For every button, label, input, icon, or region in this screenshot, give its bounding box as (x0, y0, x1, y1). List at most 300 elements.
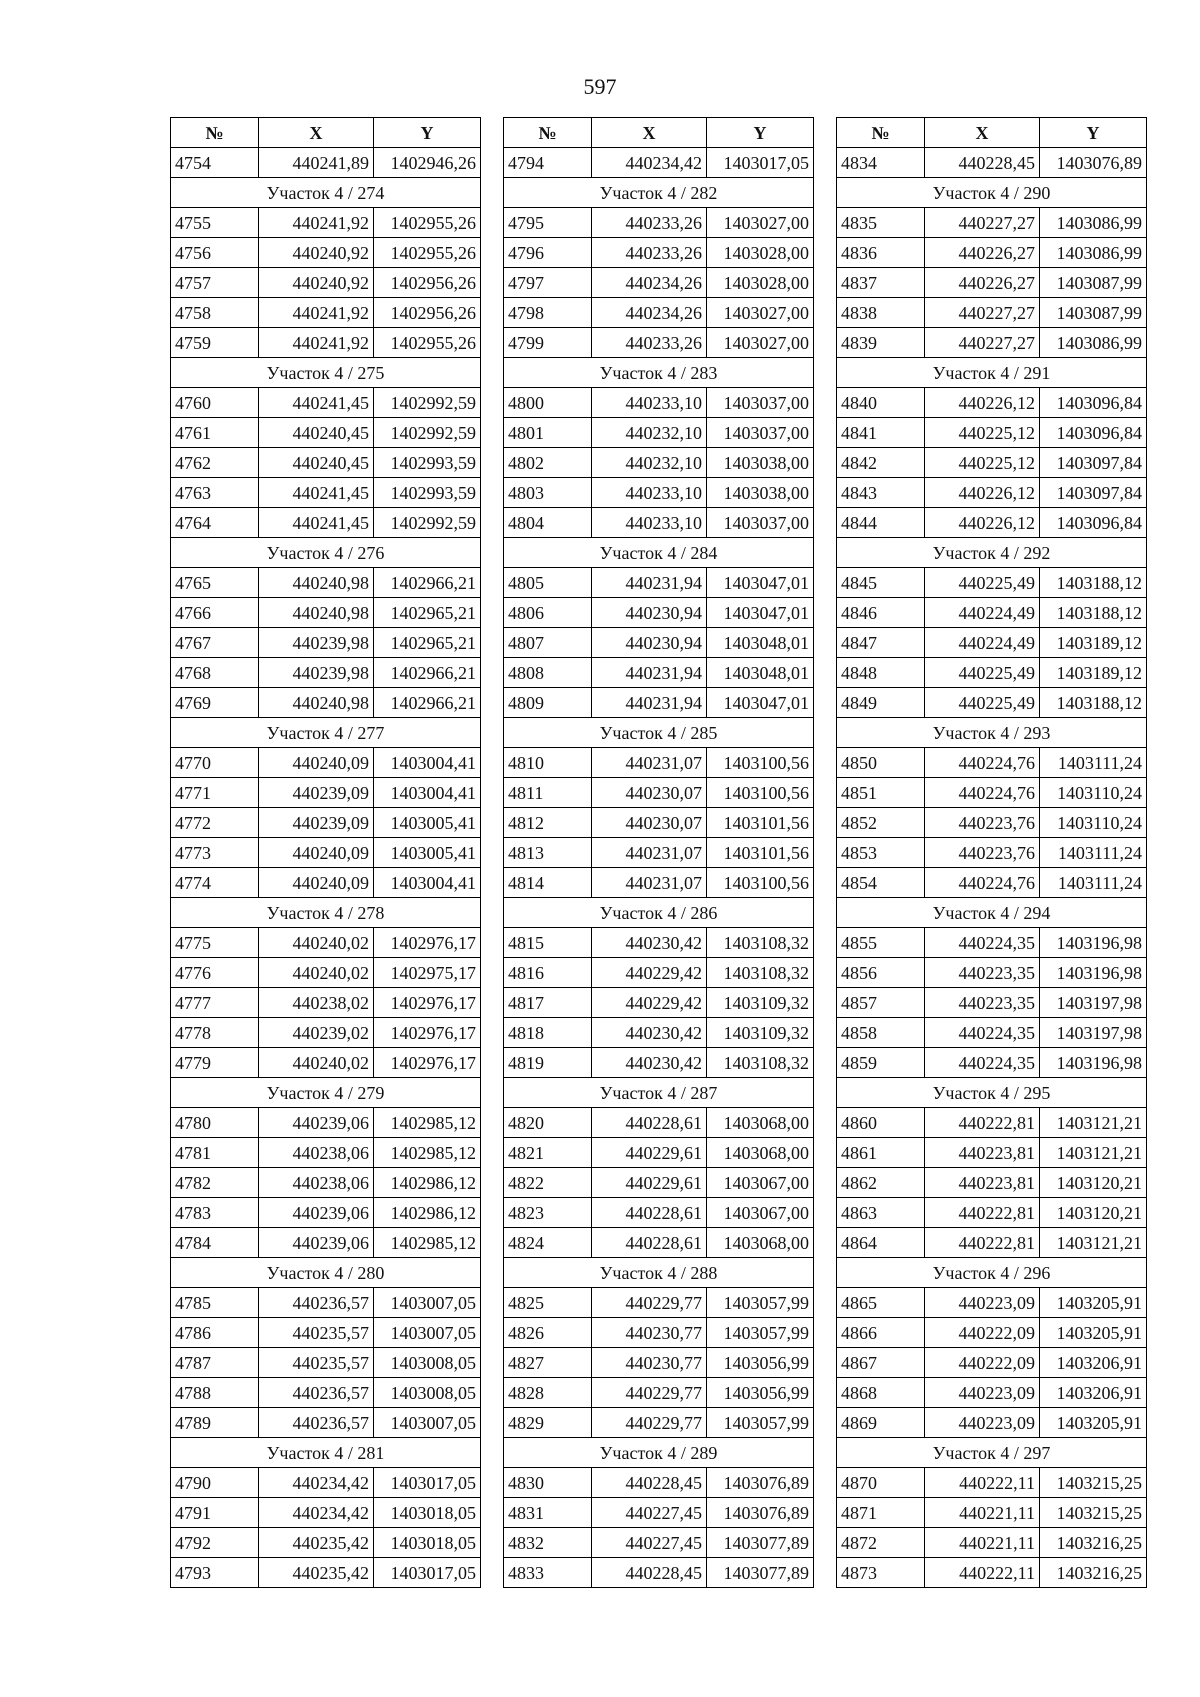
x-coordinate: 440226,12 (925, 388, 1040, 418)
section-title: Участок 4 / 281 (171, 1438, 481, 1468)
x-coordinate: 440230,07 (592, 778, 707, 808)
y-coordinate: 1402993,59 (374, 478, 481, 508)
y-coordinate: 1402992,59 (374, 418, 481, 448)
x-coordinate: 440235,57 (259, 1348, 374, 1378)
point-number: 4852 (837, 808, 925, 838)
y-coordinate: 1403068,00 (707, 1138, 814, 1168)
x-coordinate: 440223,81 (925, 1138, 1040, 1168)
y-coordinate: 1402976,17 (374, 1018, 481, 1048)
section-row (171, 898, 481, 928)
x-coordinate: 440229,77 (592, 1288, 707, 1318)
y-coordinate: 1403108,32 (707, 958, 814, 988)
y-coordinate: 1403121,21 (1040, 1228, 1147, 1258)
x-coordinate: 440221,11 (925, 1528, 1040, 1558)
section-title: Участок 4 / 282 (504, 178, 814, 208)
section-title: Участок 4 / 284 (504, 538, 814, 568)
table-row (171, 1168, 481, 1198)
point-number: 4775 (171, 928, 259, 958)
point-number: 4807 (504, 628, 592, 658)
point-number: 4812 (504, 808, 592, 838)
table-row (837, 1198, 1147, 1228)
x-coordinate: 440228,45 (592, 1468, 707, 1498)
x-coordinate: 440223,81 (925, 1168, 1040, 1198)
table-row (837, 958, 1147, 988)
y-coordinate: 1403008,05 (374, 1348, 481, 1378)
coordinates-table-3 (836, 117, 1147, 1588)
y-coordinate: 1402976,17 (374, 988, 481, 1018)
y-coordinate: 1403215,25 (1040, 1468, 1147, 1498)
y-coordinate: 1403068,00 (707, 1228, 814, 1258)
y-coordinate: 1403086,99 (1040, 238, 1147, 268)
table-row (837, 208, 1147, 238)
point-number: 4769 (171, 688, 259, 718)
table-row (837, 238, 1147, 268)
point-number: 4850 (837, 748, 925, 778)
point-number: 4815 (504, 928, 592, 958)
table-row (171, 598, 481, 628)
table-row (171, 1198, 481, 1228)
section-title: Участок 4 / 296 (837, 1258, 1147, 1288)
point-number: 4768 (171, 658, 259, 688)
point-number: 4800 (504, 388, 592, 418)
table-row (837, 1318, 1147, 1348)
x-coordinate: 440223,35 (925, 958, 1040, 988)
table-row (837, 418, 1147, 448)
section-row (504, 538, 814, 568)
x-coordinate: 440240,09 (259, 838, 374, 868)
table-row (171, 1018, 481, 1048)
header-number: № (171, 118, 259, 148)
table-row (171, 478, 481, 508)
table-row (837, 1408, 1147, 1438)
point-number: 4839 (837, 328, 925, 358)
y-coordinate: 1403188,12 (1040, 688, 1147, 718)
point-number: 4822 (504, 1168, 592, 1198)
point-number: 4776 (171, 958, 259, 988)
y-coordinate: 1403037,00 (707, 418, 814, 448)
point-number: 4789 (171, 1408, 259, 1438)
x-coordinate: 440240,98 (259, 598, 374, 628)
y-coordinate: 1403189,12 (1040, 628, 1147, 658)
coordinates-table-2 (503, 117, 814, 1588)
x-coordinate: 440238,06 (259, 1138, 374, 1168)
y-coordinate: 1403215,25 (1040, 1498, 1147, 1528)
table-row (171, 1108, 481, 1138)
x-coordinate: 440240,02 (259, 958, 374, 988)
point-number: 4835 (837, 208, 925, 238)
y-coordinate: 1402985,12 (374, 1108, 481, 1138)
y-coordinate: 1402993,59 (374, 448, 481, 478)
x-coordinate: 440230,94 (592, 598, 707, 628)
y-coordinate: 1403196,98 (1040, 958, 1147, 988)
y-coordinate: 1403189,12 (1040, 658, 1147, 688)
section-title: Участок 4 / 274 (171, 178, 481, 208)
header-x: X (259, 118, 374, 148)
y-coordinate: 1403096,84 (1040, 508, 1147, 538)
point-number: 4802 (504, 448, 592, 478)
x-coordinate: 440240,02 (259, 928, 374, 958)
table-row (504, 868, 814, 898)
y-coordinate: 1403087,99 (1040, 268, 1147, 298)
table-header-row (504, 118, 814, 148)
x-coordinate: 440228,61 (592, 1228, 707, 1258)
x-coordinate: 440240,92 (259, 268, 374, 298)
point-number: 4845 (837, 568, 925, 598)
y-coordinate: 1403004,41 (374, 778, 481, 808)
section-title: Участок 4 / 291 (837, 358, 1147, 388)
x-coordinate: 440227,45 (592, 1528, 707, 1558)
x-coordinate: 440241,45 (259, 508, 374, 538)
section-row (171, 538, 481, 568)
x-coordinate: 440238,06 (259, 1168, 374, 1198)
x-coordinate: 440224,76 (925, 778, 1040, 808)
point-number: 4780 (171, 1108, 259, 1138)
point-number: 4787 (171, 1348, 259, 1378)
table-row (837, 628, 1147, 658)
point-number: 4794 (504, 148, 592, 178)
table-row (504, 1108, 814, 1138)
x-coordinate: 440225,49 (925, 688, 1040, 718)
y-coordinate: 1403120,21 (1040, 1198, 1147, 1228)
header-x: X (925, 118, 1040, 148)
x-coordinate: 440230,42 (592, 1018, 707, 1048)
x-coordinate: 440230,77 (592, 1318, 707, 1348)
table-row (837, 298, 1147, 328)
point-number: 4869 (837, 1408, 925, 1438)
section-row (837, 1258, 1147, 1288)
x-coordinate: 440231,94 (592, 568, 707, 598)
point-number: 4777 (171, 988, 259, 1018)
table-row (837, 868, 1147, 898)
table-row (837, 1018, 1147, 1048)
point-number: 4762 (171, 448, 259, 478)
table-row (504, 448, 814, 478)
point-number: 4783 (171, 1198, 259, 1228)
x-coordinate: 440223,35 (925, 988, 1040, 1018)
y-coordinate: 1403048,01 (707, 628, 814, 658)
table-row (504, 928, 814, 958)
x-coordinate: 440227,27 (925, 298, 1040, 328)
point-number: 4816 (504, 958, 592, 988)
x-coordinate: 440223,09 (925, 1288, 1040, 1318)
y-coordinate: 1403028,00 (707, 268, 814, 298)
x-coordinate: 440241,45 (259, 388, 374, 418)
y-coordinate: 1403205,91 (1040, 1288, 1147, 1318)
point-number: 4858 (837, 1018, 925, 1048)
x-coordinate: 440231,94 (592, 688, 707, 718)
y-coordinate: 1403008,05 (374, 1378, 481, 1408)
table-row (504, 478, 814, 508)
x-coordinate: 440222,81 (925, 1228, 1040, 1258)
section-row (837, 1078, 1147, 1108)
point-number: 4798 (504, 298, 592, 328)
x-coordinate: 440224,76 (925, 868, 1040, 898)
x-coordinate: 440222,11 (925, 1558, 1040, 1588)
point-number: 4864 (837, 1228, 925, 1258)
table-row (171, 658, 481, 688)
point-number: 4823 (504, 1198, 592, 1228)
point-number: 4770 (171, 748, 259, 778)
table-row (171, 238, 481, 268)
section-row (171, 1078, 481, 1108)
y-coordinate: 1403018,05 (374, 1528, 481, 1558)
point-number: 4827 (504, 1348, 592, 1378)
section-title: Участок 4 / 276 (171, 538, 481, 568)
table-row (504, 328, 814, 358)
point-number: 4871 (837, 1498, 925, 1528)
x-coordinate: 440232,10 (592, 448, 707, 478)
x-coordinate: 440230,94 (592, 628, 707, 658)
section-row (504, 1258, 814, 1288)
point-number: 4861 (837, 1138, 925, 1168)
x-coordinate: 440230,42 (592, 928, 707, 958)
point-number: 4863 (837, 1198, 925, 1228)
section-row (837, 898, 1147, 928)
x-coordinate: 440227,27 (925, 328, 1040, 358)
x-coordinate: 440234,42 (592, 148, 707, 178)
y-coordinate: 1403027,00 (707, 328, 814, 358)
x-coordinate: 440226,27 (925, 268, 1040, 298)
table-row (837, 778, 1147, 808)
table-row (171, 868, 481, 898)
table-row (837, 568, 1147, 598)
x-coordinate: 440222,81 (925, 1198, 1040, 1228)
point-number: 4825 (504, 1288, 592, 1318)
x-coordinate: 440224,35 (925, 1018, 1040, 1048)
point-number: 4834 (837, 148, 925, 178)
y-coordinate: 1403205,91 (1040, 1408, 1147, 1438)
y-coordinate: 1402965,21 (374, 598, 481, 628)
table-row (171, 328, 481, 358)
table-row (504, 508, 814, 538)
y-coordinate: 1403108,32 (707, 1048, 814, 1078)
table-row (171, 1228, 481, 1258)
x-coordinate: 440231,07 (592, 748, 707, 778)
y-coordinate: 1402966,21 (374, 688, 481, 718)
table-row (171, 928, 481, 958)
table-row (171, 688, 481, 718)
point-number: 4856 (837, 958, 925, 988)
table-row (837, 808, 1147, 838)
table-row (504, 688, 814, 718)
y-coordinate: 1403056,99 (707, 1378, 814, 1408)
point-number: 4868 (837, 1378, 925, 1408)
table-row (504, 1138, 814, 1168)
table-row (171, 748, 481, 778)
section-title: Участок 4 / 294 (837, 898, 1147, 928)
table-row (171, 1138, 481, 1168)
point-number: 4766 (171, 598, 259, 628)
table-row (504, 148, 814, 178)
y-coordinate: 1403027,00 (707, 298, 814, 328)
x-coordinate: 440225,49 (925, 658, 1040, 688)
point-number: 4806 (504, 598, 592, 628)
x-coordinate: 440225,12 (925, 448, 1040, 478)
point-number: 4838 (837, 298, 925, 328)
x-coordinate: 440240,09 (259, 748, 374, 778)
point-number: 4842 (837, 448, 925, 478)
x-coordinate: 440221,11 (925, 1498, 1040, 1528)
y-coordinate: 1403188,12 (1040, 568, 1147, 598)
point-number: 4796 (504, 238, 592, 268)
table-row (504, 298, 814, 328)
x-coordinate: 440222,09 (925, 1348, 1040, 1378)
point-number: 4870 (837, 1468, 925, 1498)
y-coordinate: 1403068,00 (707, 1108, 814, 1138)
x-coordinate: 440236,57 (259, 1378, 374, 1408)
table-row (504, 808, 814, 838)
table-row (837, 1228, 1147, 1258)
point-number: 4782 (171, 1168, 259, 1198)
section-title: Участок 4 / 283 (504, 358, 814, 388)
x-coordinate: 440239,06 (259, 1108, 374, 1138)
table-row (837, 1138, 1147, 1168)
y-coordinate: 1403109,32 (707, 988, 814, 1018)
y-coordinate: 1403057,99 (707, 1318, 814, 1348)
y-coordinate: 1403005,41 (374, 838, 481, 868)
table-row (171, 1288, 481, 1318)
point-number: 4857 (837, 988, 925, 1018)
section-title: Участок 4 / 292 (837, 538, 1147, 568)
x-coordinate: 440228,45 (592, 1558, 707, 1588)
y-coordinate: 1403067,00 (707, 1198, 814, 1228)
x-coordinate: 440233,26 (592, 328, 707, 358)
point-number: 4862 (837, 1168, 925, 1198)
point-number: 4764 (171, 508, 259, 538)
x-coordinate: 440236,57 (259, 1288, 374, 1318)
x-coordinate: 440235,57 (259, 1318, 374, 1348)
y-coordinate: 1403005,41 (374, 808, 481, 838)
table-row (504, 1168, 814, 1198)
table-row (171, 808, 481, 838)
x-coordinate: 440223,09 (925, 1408, 1040, 1438)
x-coordinate: 440224,35 (925, 928, 1040, 958)
header-y: Y (374, 118, 481, 148)
table-row (504, 568, 814, 598)
y-coordinate: 1403038,00 (707, 448, 814, 478)
x-coordinate: 440236,57 (259, 1408, 374, 1438)
x-coordinate: 440231,94 (592, 658, 707, 688)
y-coordinate: 1402976,17 (374, 928, 481, 958)
y-coordinate: 1403121,21 (1040, 1108, 1147, 1138)
table-row (504, 1228, 814, 1258)
section-row (504, 718, 814, 748)
y-coordinate: 1403110,24 (1040, 808, 1147, 838)
point-number: 4860 (837, 1108, 925, 1138)
section-title: Участок 4 / 275 (171, 358, 481, 388)
section-title: Участок 4 / 280 (171, 1258, 481, 1288)
y-coordinate: 1403047,01 (707, 688, 814, 718)
table-row (837, 598, 1147, 628)
table-row (504, 658, 814, 688)
y-coordinate: 1403216,25 (1040, 1558, 1147, 1588)
y-coordinate: 1403100,56 (707, 868, 814, 898)
section-title: Участок 4 / 295 (837, 1078, 1147, 1108)
x-coordinate: 440230,07 (592, 808, 707, 838)
y-coordinate: 1403196,98 (1040, 928, 1147, 958)
x-coordinate: 440222,81 (925, 1108, 1040, 1138)
x-coordinate: 440229,61 (592, 1168, 707, 1198)
x-coordinate: 440241,92 (259, 298, 374, 328)
point-number: 4810 (504, 748, 592, 778)
x-coordinate: 440227,45 (592, 1498, 707, 1528)
x-coordinate: 440229,77 (592, 1378, 707, 1408)
table-row (171, 1318, 481, 1348)
table-row (837, 1558, 1147, 1588)
section-title: Участок 4 / 277 (171, 718, 481, 748)
x-coordinate: 440231,07 (592, 838, 707, 868)
x-coordinate: 440222,09 (925, 1318, 1040, 1348)
y-coordinate: 1403076,89 (707, 1468, 814, 1498)
point-number: 4759 (171, 328, 259, 358)
point-number: 4803 (504, 478, 592, 508)
table-row (504, 418, 814, 448)
y-coordinate: 1403196,98 (1040, 1048, 1147, 1078)
table-row (837, 688, 1147, 718)
x-coordinate: 440241,89 (259, 148, 374, 178)
point-number: 4785 (171, 1288, 259, 1318)
point-number: 4853 (837, 838, 925, 868)
x-coordinate: 440239,06 (259, 1198, 374, 1228)
point-number: 4849 (837, 688, 925, 718)
point-number: 4818 (504, 1018, 592, 1048)
point-number: 4840 (837, 388, 925, 418)
table-row (171, 448, 481, 478)
point-number: 4836 (837, 238, 925, 268)
x-coordinate: 440226,12 (925, 508, 1040, 538)
point-number: 4844 (837, 508, 925, 538)
point-number: 4847 (837, 628, 925, 658)
y-coordinate: 1403120,21 (1040, 1168, 1147, 1198)
point-number: 4805 (504, 568, 592, 598)
table-row (837, 1288, 1147, 1318)
point-number: 4773 (171, 838, 259, 868)
table-row (171, 508, 481, 538)
point-number: 4786 (171, 1318, 259, 1348)
point-number: 4811 (504, 778, 592, 808)
x-coordinate: 440235,42 (259, 1558, 374, 1588)
table-row (504, 1318, 814, 1348)
x-coordinate: 440240,02 (259, 1048, 374, 1078)
point-number: 4873 (837, 1558, 925, 1588)
x-coordinate: 440227,27 (925, 208, 1040, 238)
table-row (837, 1498, 1147, 1528)
x-coordinate: 440239,98 (259, 658, 374, 688)
section-title: Участок 4 / 293 (837, 718, 1147, 748)
y-coordinate: 1403038,00 (707, 478, 814, 508)
point-number: 4865 (837, 1288, 925, 1318)
point-number: 4837 (837, 268, 925, 298)
x-coordinate: 440233,26 (592, 238, 707, 268)
y-coordinate: 1403096,84 (1040, 388, 1147, 418)
y-coordinate: 1403111,24 (1040, 868, 1147, 898)
y-coordinate: 1403100,56 (707, 778, 814, 808)
point-number: 4799 (504, 328, 592, 358)
table-row (837, 448, 1147, 478)
x-coordinate: 440222,11 (925, 1468, 1040, 1498)
point-number: 4829 (504, 1408, 592, 1438)
point-number: 4772 (171, 808, 259, 838)
table-row (504, 628, 814, 658)
section-row (504, 1078, 814, 1108)
section-row (504, 898, 814, 928)
x-coordinate: 440241,92 (259, 328, 374, 358)
y-coordinate: 1403206,91 (1040, 1348, 1147, 1378)
section-row (504, 178, 814, 208)
section-title: Участок 4 / 297 (837, 1438, 1147, 1468)
table-row (171, 1498, 481, 1528)
point-number: 4814 (504, 868, 592, 898)
